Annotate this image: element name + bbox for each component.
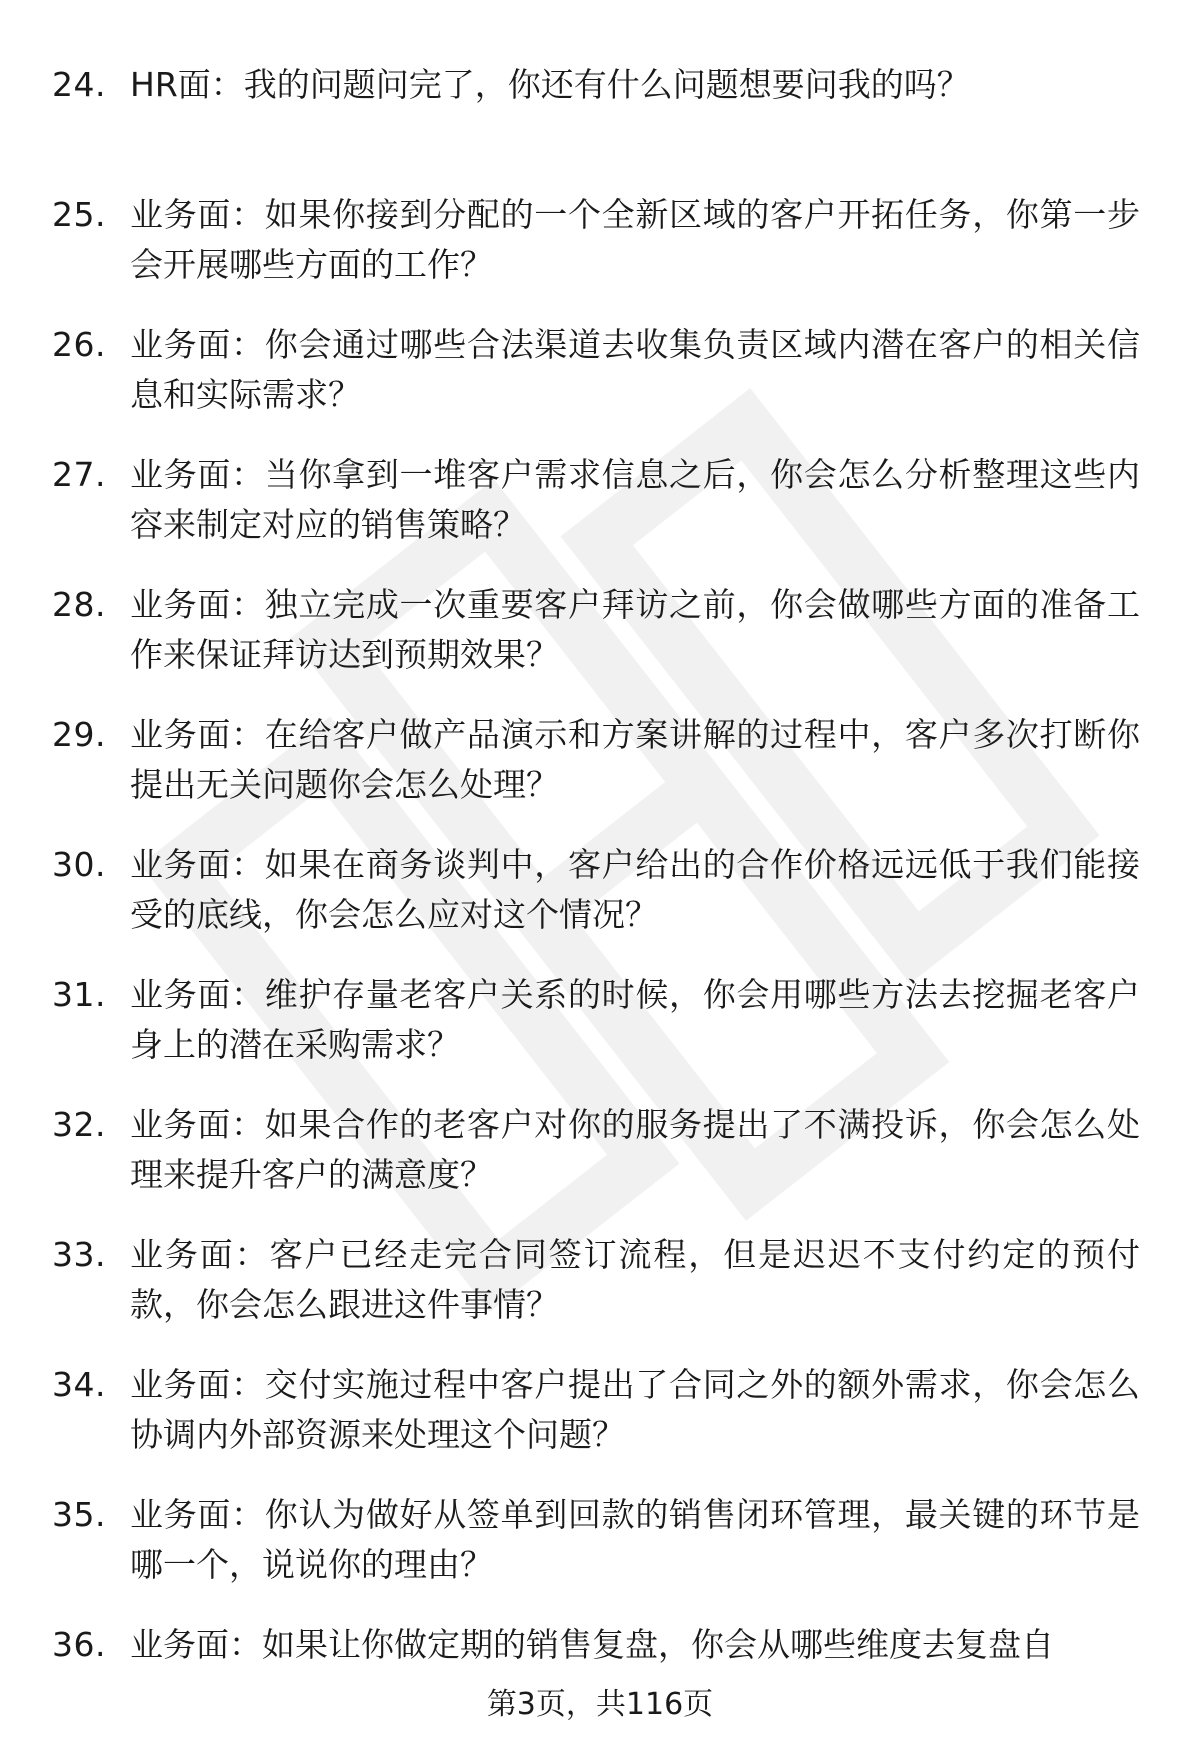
page-number-footer: 第3页，共116页 [486, 1687, 714, 1722]
question-item [0, 450, 1200, 580]
question-text: HR面：我的问题问完了，你还有什么问题想要问我的吗？ [130, 65, 970, 104]
question-list [0, 60, 1200, 1750]
question-item [0, 1100, 1200, 1230]
question-text: 业务面：如果让你做定期的销售复盘，你会从哪些维度去复盘自 [130, 1625, 1054, 1664]
question-text: 业务面：维护存量老客户关系的时候，你会用哪些方法去挖掘老客户身上的潜在采购需求？ [130, 975, 1140, 1064]
question-item [0, 190, 1200, 320]
question-number: 35. [52, 1495, 106, 1534]
question-item [0, 840, 1200, 970]
question-number: 32. [52, 1105, 106, 1144]
question-item [0, 1360, 1200, 1490]
question-number: 26. [52, 325, 106, 364]
question-item [0, 60, 1200, 190]
question-text: 业务面：客户已经走完合同签订流程，但是迟迟不支付约定的预付款，你会怎么跟进这件事情？ [130, 1235, 1140, 1324]
question-number: 36. [52, 1625, 106, 1664]
question-number: 31. [52, 975, 106, 1014]
question-item [0, 320, 1200, 450]
question-number: 28. [52, 585, 106, 624]
question-item [0, 970, 1200, 1100]
question-item [0, 1230, 1200, 1360]
question-text: 业务面：你认为做好从签单到回款的销售闭环管理，最关键的环节是哪一个，说说你的理由？ [130, 1495, 1140, 1584]
question-item [0, 710, 1200, 840]
question-item [0, 580, 1200, 710]
question-text: 业务面：如果在商务谈判中，客户给出的合作价格远远低于我们能接受的底线，你会怎么应对这个情况？ [130, 845, 1140, 934]
question-text: 业务面：如果你接到分配的一个全新区域的客户开拓任务，你第一步会开展哪些方面的工作？ [130, 195, 1140, 284]
question-number: 33. [52, 1235, 106, 1274]
question-text: 业务面：交付实施过程中客户提出了合同之外的额外需求，你会怎么协调内外部资源来处理这个问题？ [130, 1365, 1140, 1454]
question-number: 24. [52, 65, 106, 104]
question-text: 业务面：当你拿到一堆客户需求信息之后，你会怎么分析整理这些内容来制定对应的销售策略？ [130, 455, 1140, 544]
question-number: 34. [52, 1365, 106, 1404]
question-number: 25. [52, 195, 106, 234]
question-text: 业务面：你会通过哪些合法渠道去收集负责区域内潜在客户的相关信息和实际需求？ [130, 325, 1140, 414]
question-text: 业务面：如果合作的老客户对你的服务提出了不满投诉，你会怎么处理来提升客户的满意度？ [130, 1105, 1140, 1194]
question-number: 30. [52, 845, 106, 884]
question-item [0, 1490, 1200, 1620]
question-text: 业务面：在给客户做产品演示和方案讲解的过程中，客户多次打断你提出无关问题你会怎么处理？ [130, 715, 1140, 804]
question-number: 29. [52, 715, 106, 754]
question-number: 27. [52, 455, 106, 494]
question-text: 业务面：独立完成一次重要客户拜访之前，你会做哪些方面的准备工作来保证拜访达到预期效果？ [130, 585, 1140, 674]
